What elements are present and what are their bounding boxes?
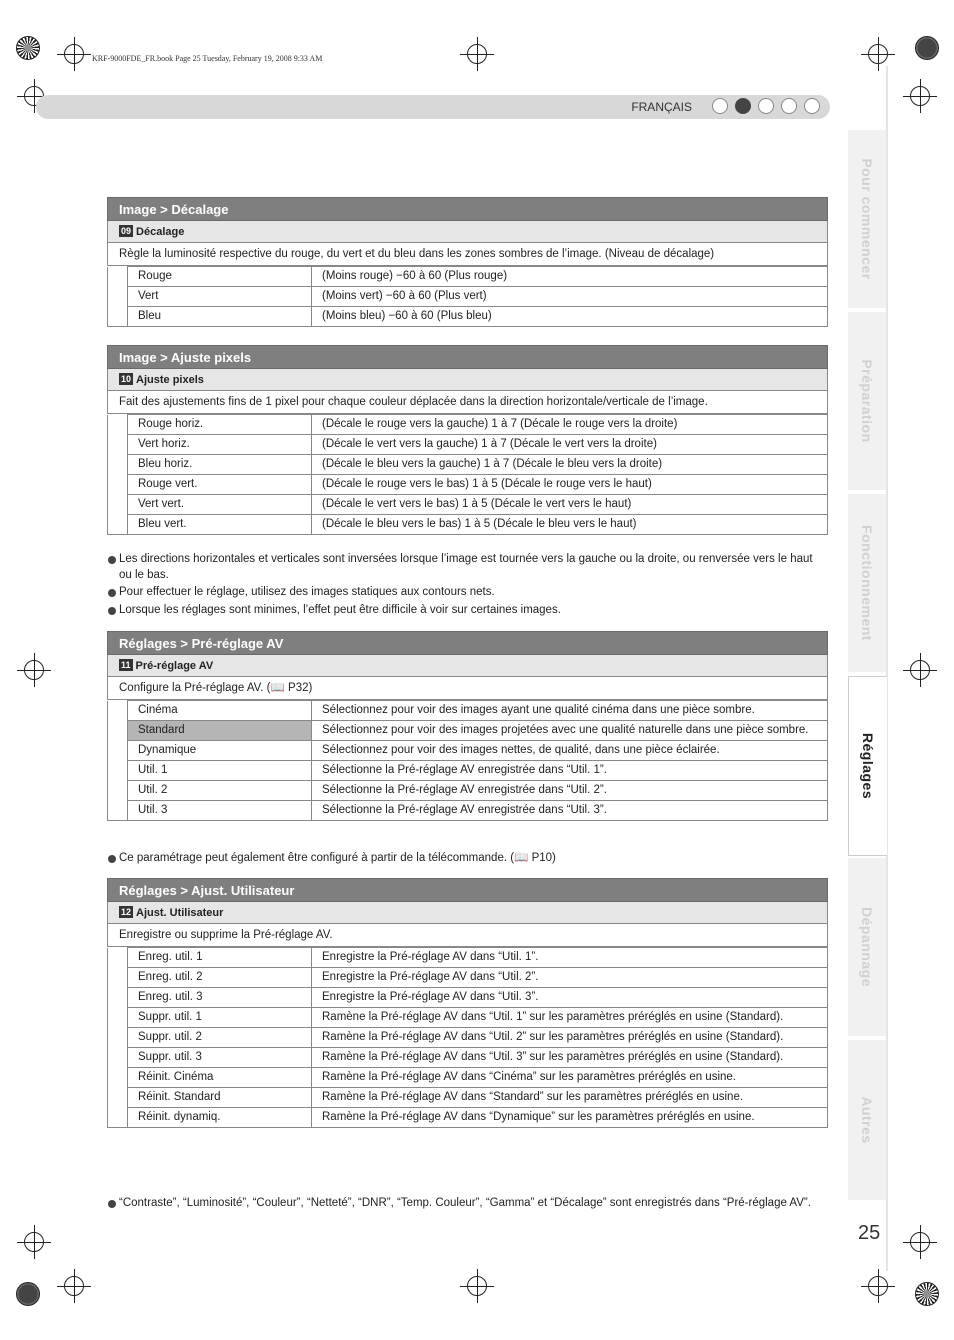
table-row: Vert vert. (Décale le vert vers le bas) 1 à 5 (Décale le vert vers le haut) bbox=[108, 495, 828, 515]
table-row: Rouge vert. (Décale le rouge vers le bas) 1 à 5 (Décale le rouge vers le haut) bbox=[108, 475, 828, 495]
crop-mark-icon bbox=[868, 44, 888, 64]
table-row: Rouge horiz. (Décale le rouge vers la gauche) 1 à 7 (Décale le rouge vers la droite) bbox=[108, 415, 828, 435]
table-row: Dynamique Sélectionnez pour voir des images nettes, de qualité, dans une pièce éclairée. bbox=[108, 741, 828, 761]
table-row: Suppr. util. 2 Ramène la Pré-réglage AV dans “Util. 2” sur les paramètres préréglés en usine (Standard). bbox=[108, 1028, 828, 1048]
item-number-badge: 11 bbox=[121, 660, 131, 670]
table-row: Rouge (Moins rouge) −60 à 60 (Plus rouge) bbox=[108, 267, 828, 287]
table-row: Suppr. util. 3 Ramène la Pré-réglage AV dans “Util. 3” sur les paramètres préréglés en usine (Standard). bbox=[108, 1048, 828, 1068]
registration-target-icon bbox=[915, 36, 939, 60]
language-bar bbox=[36, 95, 830, 119]
crop-mark-icon bbox=[868, 1276, 888, 1296]
table-row: Standard Sélectionnez pour voir des images projetées avec une qualité naturelle dans une pièce sombre. bbox=[108, 721, 828, 741]
language-label: FRANÇAIS bbox=[631, 100, 692, 114]
section-ajust-utilisateur bbox=[107, 878, 828, 1128]
page-edge bbox=[886, 66, 888, 1271]
table-row: Util. 1 Sélectionne la Pré-réglage AV enregistrée dans “Util. 1”. bbox=[108, 761, 828, 781]
crop-mark-icon bbox=[24, 660, 44, 680]
default-option: Standard bbox=[128, 721, 312, 741]
item-number-badge: 12 bbox=[121, 907, 132, 917]
indicator-dot bbox=[712, 98, 728, 114]
crop-mark-icon bbox=[64, 1276, 84, 1296]
tab-pour-commencer[interactable]: Pour commencer bbox=[848, 130, 886, 308]
indicator-dot-active bbox=[735, 98, 751, 114]
table-row: Réinit. Cinéma Ramène la Pré-réglage AV dans “Cinéma” sur les paramètres préréglés en usine. bbox=[108, 1068, 828, 1088]
table-row: Enreg. util. 1 Enregistre la Pré-réglage AV dans “Util. 1”. bbox=[108, 948, 828, 968]
tab-preparation[interactable]: Préparation bbox=[848, 312, 886, 490]
note-item: “Contraste”, “Luminosité”, “Couleur”, “Netteté”, “DNR”, “Temp. Couleur”, “Gamma” et “Décalage” sont enregistrés dans “Pré-réglage AV”. bbox=[107, 1196, 828, 1212]
tab-fonctionnement[interactable]: Fonctionnement bbox=[848, 494, 886, 672]
table-row: Bleu vert. (Décale le bleu vers le bas) 1 à 5 (Décale le bleu vers le haut) bbox=[108, 515, 828, 535]
indicator-dot bbox=[781, 98, 797, 114]
table-row: Bleu (Moins bleu) −60 à 60 (Plus bleu) bbox=[108, 307, 828, 327]
registration-target-icon bbox=[915, 1282, 939, 1306]
section-ajuste-pixels bbox=[107, 345, 828, 535]
indicator-dot bbox=[804, 98, 820, 114]
table-row: Util. 2 Sélectionne la Pré-réglage AV enregistrée dans “Util. 2”. bbox=[108, 781, 828, 801]
table-row: Vert horiz. (Décale le vert vers la gauche) 1 à 7 (Décale le vert vers la droite) bbox=[108, 435, 828, 455]
subsection-title: 10 Ajuste pixels bbox=[107, 369, 828, 391]
crop-mark-icon bbox=[467, 44, 487, 64]
table-row: Util. 3 Sélectionne la Pré-réglage AV enregistrée dans “Util. 3”. bbox=[108, 801, 828, 821]
subsection-title: 09 Décalage bbox=[107, 221, 828, 243]
notes-ajuste-pixels bbox=[107, 552, 828, 620]
settings-table bbox=[107, 700, 828, 821]
item-number-badge: 10 bbox=[121, 374, 132, 384]
section-pre-reglage-av bbox=[107, 631, 828, 821]
table-row: Suppr. util. 1 Ramène la Pré-réglage AV dans “Util. 1” sur les paramètres préréglés en usine (Standard). bbox=[108, 1008, 828, 1028]
table-row: Enreg. util. 3 Enregistre la Pré-réglage AV dans “Util. 3”. bbox=[108, 988, 828, 1008]
crop-mark-icon bbox=[24, 1232, 44, 1252]
section-description: Règle la luminosité respective du rouge, du vert et du bleu dans les zones sombres de l’image. (Niveau de décalage) bbox=[107, 243, 828, 266]
crop-mark-icon bbox=[910, 660, 930, 680]
section-description: Enregistre ou supprime la Pré-réglage AV. bbox=[107, 924, 828, 947]
registration-target-icon bbox=[16, 36, 40, 60]
print-header: KRF-9000FDE_FR.book Page 25 Tuesday, February 19, 2008 9:33 AM bbox=[92, 54, 323, 63]
table-row: Réinit. Standard Ramène la Pré-réglage AV dans “Standard” sur les paramètres préréglés en usine. bbox=[108, 1088, 828, 1108]
crop-mark-icon bbox=[467, 1276, 487, 1296]
note-item: Lorsque les réglages sont minimes, l’effet peut être difficile à voir sur certaines images. bbox=[107, 603, 828, 619]
tab-autres[interactable]: Autres bbox=[848, 1040, 886, 1200]
note-item: Ce paramétrage peut également être configuré à partir de la télécommande. (📖 P10) bbox=[107, 851, 828, 867]
section-description: Fait des ajustements fins de 1 pixel pour chaque couleur déplacée dans la direction horizontale/verticale de l’image. bbox=[107, 391, 828, 414]
table-row: Cinéma Sélectionnez pour voir des images ayant une qualité cinéma dans une pièce sombre. bbox=[108, 701, 828, 721]
table-row: Bleu horiz. (Décale le bleu vers la gauche) 1 à 7 (Décale le bleu vers la droite) bbox=[108, 455, 828, 475]
language-indicator bbox=[712, 98, 820, 114]
crop-mark-icon bbox=[64, 44, 84, 64]
table-row: Vert (Moins vert) −60 à 60 (Plus vert) bbox=[108, 287, 828, 307]
section-description: Configure la Pré-réglage AV. (📖 P32) bbox=[107, 677, 828, 700]
settings-table bbox=[107, 266, 828, 327]
indicator-dot bbox=[758, 98, 774, 114]
subsection-title: 11 Pré-réglage AV bbox=[107, 655, 828, 677]
settings-table bbox=[107, 414, 828, 535]
settings-table bbox=[107, 947, 828, 1128]
note-item: Les directions horizontales et verticales sont inversées lorsque l’image est tournée vers la gauche ou la droite, ou renversée vers le haut ou le bas. bbox=[107, 552, 828, 583]
notes-pre-reglage-av bbox=[107, 851, 828, 869]
table-row: Enreg. util. 2 Enregistre la Pré-réglage AV dans “Util. 2”. bbox=[108, 968, 828, 988]
tab-reglages[interactable]: Réglages bbox=[848, 676, 887, 856]
subsection-title: 12 Ajust. Utilisateur bbox=[107, 902, 828, 924]
page-number: 25 bbox=[858, 1222, 881, 1244]
notes-ajust-utilisateur bbox=[107, 1196, 828, 1214]
section-title: Image > Décalage bbox=[107, 197, 828, 221]
section-title: Réglages > Pré-réglage AV bbox=[107, 631, 828, 655]
crop-mark-icon bbox=[910, 1232, 930, 1252]
note-item: Pour effectuer le réglage, utilisez des images statiques aux contours nets. bbox=[107, 585, 828, 601]
table-row: Réinit. dynamiq. Ramène la Pré-réglage AV dans “Dynamique” sur les paramètres préréglés en usine. bbox=[108, 1108, 828, 1128]
crop-mark-icon bbox=[910, 86, 930, 106]
section-decalage bbox=[107, 197, 828, 327]
item-number-badge: 09 bbox=[121, 226, 132, 236]
registration-target-icon bbox=[16, 1282, 40, 1306]
section-title: Image > Ajuste pixels bbox=[107, 345, 828, 369]
tab-depannage[interactable]: Dépannage bbox=[848, 858, 886, 1036]
section-title: Réglages > Ajust. Utilisateur bbox=[107, 878, 828, 902]
